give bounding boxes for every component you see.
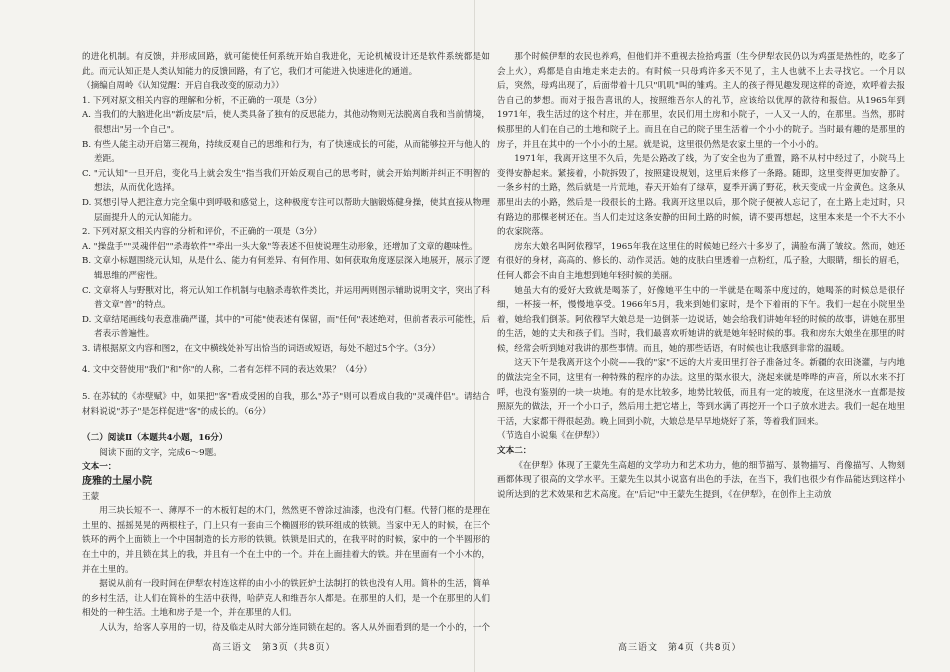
q2-option-a: A. "操盘手""灵魂伴侣""杀毒软件""牵出一头大象"等表述不但使说理生动形象，还增加了文章的趣味性。 <box>82 241 478 252</box>
story-title: 庞雅的土屋小院 <box>82 476 152 488</box>
source-citation: （摘编自周岭《认知觉醒：开启自我改变的原动力》） <box>82 81 284 92</box>
answer-space <box>82 378 490 390</box>
question-1: 1. 下列对原文相关内容的理解和分析，不正确的一项是（3分） <box>82 95 322 106</box>
story-paragraph: 她虽大有的爱好大致就是喝茶了，好像她平生中的一半就是在喝茶中度过的，她喝茶的时候总是很仔细，一杯接一杯，慢慢地享受。1966年5月，我来到她们家时，是个下着雨的下午。我们一起在小院里坐着，她给我们倒茶。阿依穆罕大娘总是一边倒茶一边说话，她会给我们讲她年轻的时候的故事，讲她在那里的生活，她的丈夫和孩子们。当时，我们最喜欢听她讲的就是她年轻时候的事。我和房东大娘坐在那里的时候，经常会听到她对我讲的那些事情。而且，她的那些话语，有时候也让我感到非常的温暖。 <box>497 285 905 354</box>
text-two-label: 文本二： <box>497 446 532 457</box>
text-one-label: 文本一： <box>82 462 117 473</box>
paragraph-evolution: 的进化机制。有反馈，并形成回路，就可能使任何系统开始自我进化，无论机械设计还是软件系统都是如此。而元认知正是人类认知能力的反馈回路，有了它，我们才可能进入快速进化的通道。 <box>82 52 490 77</box>
story-author: 王蒙 <box>82 491 100 502</box>
q1-option-a: A. 当我们的大脑进化出"新皮层"后，使人类具备了独有的反思能力，其他动物则无法脱离自我和当前情境，很想出"另一个自己"。 <box>82 110 490 135</box>
page-footer-left: 高三语文 第3页（共8页） <box>212 643 336 653</box>
story-paragraph: 1971年，我离开这里不久后，先是公路改了线，为了安全也为了重置，路不从村中经过了，小院马上变得安静起来。紧接着，小院拆毁了，按照建设规划，这里后来修了一条路。随即，这里变得更加安静了。一条乡村的土路，然后就是一片荒地，春天开始有了绿草，夏季开满了野花，秋天变成一片金黄色。这条从那里出去的小路，然后是一段很长的土路。我离开这里以后，那个院子便被人忘记了，在土路上走过时，只有路边的那棵老树还在。当人们走过这条安静的田间土路的时候，请不要再想起，这里本来是一个不大不小的农家院落。 <box>497 154 905 238</box>
story-paragraph: 这天下午是我离开这个小院——我的"家"不远的大片麦田里打谷子准备过冬。新疆的农田浇灌，与内地的做法完全不同，这里有一种特殊的程序的办法。这里的渠水很大，浇起来就是哗哗的声音，所以水来不打呼，也没有鉴别的一块一块地。有的是水比较多，地势比较低，而且有一定的坡度，在这里浇水一直都是按照原先的做法，开一个小口子，然后用土把它堵上，等到水满了再挖开一个口子放水进去。我们一起在地里干活，大家都干得很起劲。晚上回到小院，大娘总是早早地烧好了茶，等着我们回来。 <box>497 358 905 427</box>
question-2: 2. 下列对原文相关内容的分析和评价，不正确的一项是（3分） <box>82 227 322 238</box>
section-heading: （二）阅读Ⅱ（本题共4小题，16分） <box>82 433 228 444</box>
question-5: 5. 在苏轼的《赤壁赋》中，如果把"客"看成受困的自我，那么"苏子"则可以看成自我的"灵魂伴侣"。请结合材料说说"苏子"是怎样促进"客"的成长的。（6分） <box>82 392 490 417</box>
story-paragraph: 用三块长短不一、薄厚不一的木板钉起的木门，然然更不曾涂过油漆，也没有门框。代替门框的是理在土里的、摇摇晃晃的两根柱子，门上只有一套由三个椭圆形的铁环组成的铁锁。当家中无人的时候，在三个铁环的两个上面锁上一个中国制造的长方形的铁锁。铁锁是旧式的，在我平时的时候，家中的一个半圆形的在土中的，并且锁在其上的我，并且有一个在土中的一个。并在上面挂着大的铁。并在里面有一个小木的，并在土里的。 <box>82 506 490 575</box>
story-paragraph: 据说从前有一段时间在伊犁农村连这样的由小小的铁匠炉土法制打的铁也没有人用。简朴的生活，简单的乡村生活，让人们在简朴的生活中获得，哈萨克人和维吾尔人都是。在那里的人们，是一个在那里的人们相处的一种生活。土地和房子是一个，并在那里的人们。 <box>82 579 490 619</box>
q1-option-d: D. 冥想引导人把注意力完全集中到呼吸和感觉上，这种极度专注可以帮助大脑锻炼健身操，使其直接从物理层面提升人的元认知能力。 <box>82 197 490 223</box>
page-footer-right: 高三语文 第4页（共8页） <box>618 643 742 653</box>
q1-option-c: C. "元认知"一旦开启，变化马上就会发生"指当我们开始反观自己的思考时，就会开始判断并纠正不明智的想法，从而优化选择。 <box>82 168 490 194</box>
question-4: 4. 文中交替使用"我们"和"你"的人称，二者有怎样不同的表达效果？（4分） <box>82 365 373 376</box>
story-citation: （节选自小说集《在伊犁》） <box>497 431 605 442</box>
reading-instruction: 阅读下面的文字，完成6～9题。 <box>99 447 222 458</box>
q2-option-d: D. 文章结尾画线句表意准确严谨，其中的"可能"使表述有保留，而"任何"表述绝对，但前者表示可能性，后者表示普遍性。 <box>82 314 490 340</box>
q2-option-b: B. 文章小标题围绕元认知，从是什么、能力有何差异、有何作用、如何获取角度逐层深入地展开，展示了逻辑思维的严密性。 <box>82 256 490 281</box>
story-paragraph: 人认为，给客人享用的一切，待及临走从时大部分连同锁在起的。客人从外面看到的是一个小的，一个 <box>99 622 490 633</box>
story-paragraph: 那个时候伊犁的农民也养鸡，但他们并不重视去捡拾鸡蛋（生今伊犁农民仍以为鸡蛋是热性的，吃多了会上火），鸡都是自由地走来走去的。有时候一只母鸡许多天不见了，主人也就不上去寻找它。一个月以后，突然，母鸡出现了，后面带着十几只"叽叽"叫的雏鸡。主人的孩子得见趣发现这样的奇迹，欢呼着去报告自己的梦想。而对于报告喜讯的人，按照维吾尔人的礼节，应该给以优厚的款待和报信。从1965年到1971年，我生活过的这个村庄，并在那里，农民们用土房和小院子，一人又一人的，在那里。当然，那时候那里的人们在自己的土地和院子上。而且在自己的院子里生活着一个小小的院子。当时最有趣的是那里的房子，并且在其中的一个小小的土屋。就是说，这里很仍然是农家土里的一个小小的。 <box>497 52 905 150</box>
story-paragraph: 房东大娘名叫阿依穆罕，1965年我在这里住的时候她已经六十多岁了，满脸布满了皱纹。然而，她还有很好的身材，高高的、修长的、动作灵活。她的皮肤白里透着一点粉红，瓜子脸，大眼睛，细长的眉毛，任何人都会不由自主地想到她年轻时候的美丽。 <box>497 241 905 281</box>
answer-space <box>82 356 490 363</box>
q2-option-c: C. 文章将人与野獸对比，将元认知工作机制与电脑杀毒软件类比，并运用两则图示辅助说明文字，突出了科普文章"普"的特点。 <box>82 285 490 311</box>
left-page-column <box>82 50 490 635</box>
commentary-paragraph: 《在伊犁》体现了王蒙先生高超的文学功力和艺术功力，他的细节描写、景物描写、肖像描写、人物刻画都体现了很高的文学水平。王蒙先生以其小说富有出色的手法，在当下，我们也很少有作品能达到这样小说所达到的艺术效果和艺术高度。在"后记"中王蒙先生提到，《在伊犁》，在创作上主动放 <box>497 460 905 500</box>
q1-option-b: B. 有些人能主动开启第三视角，持续反观自己的思维和行为，有了快速成长的可能，从而能够拉开与他人的差距。 <box>82 139 490 165</box>
answer-space <box>82 419 490 431</box>
question-3: 3. 请根据原文内容和图2，在文中横线处补写出恰当的词语或短语，每处不超过5个字。（3分） <box>82 343 441 354</box>
right-page-column <box>497 50 905 635</box>
